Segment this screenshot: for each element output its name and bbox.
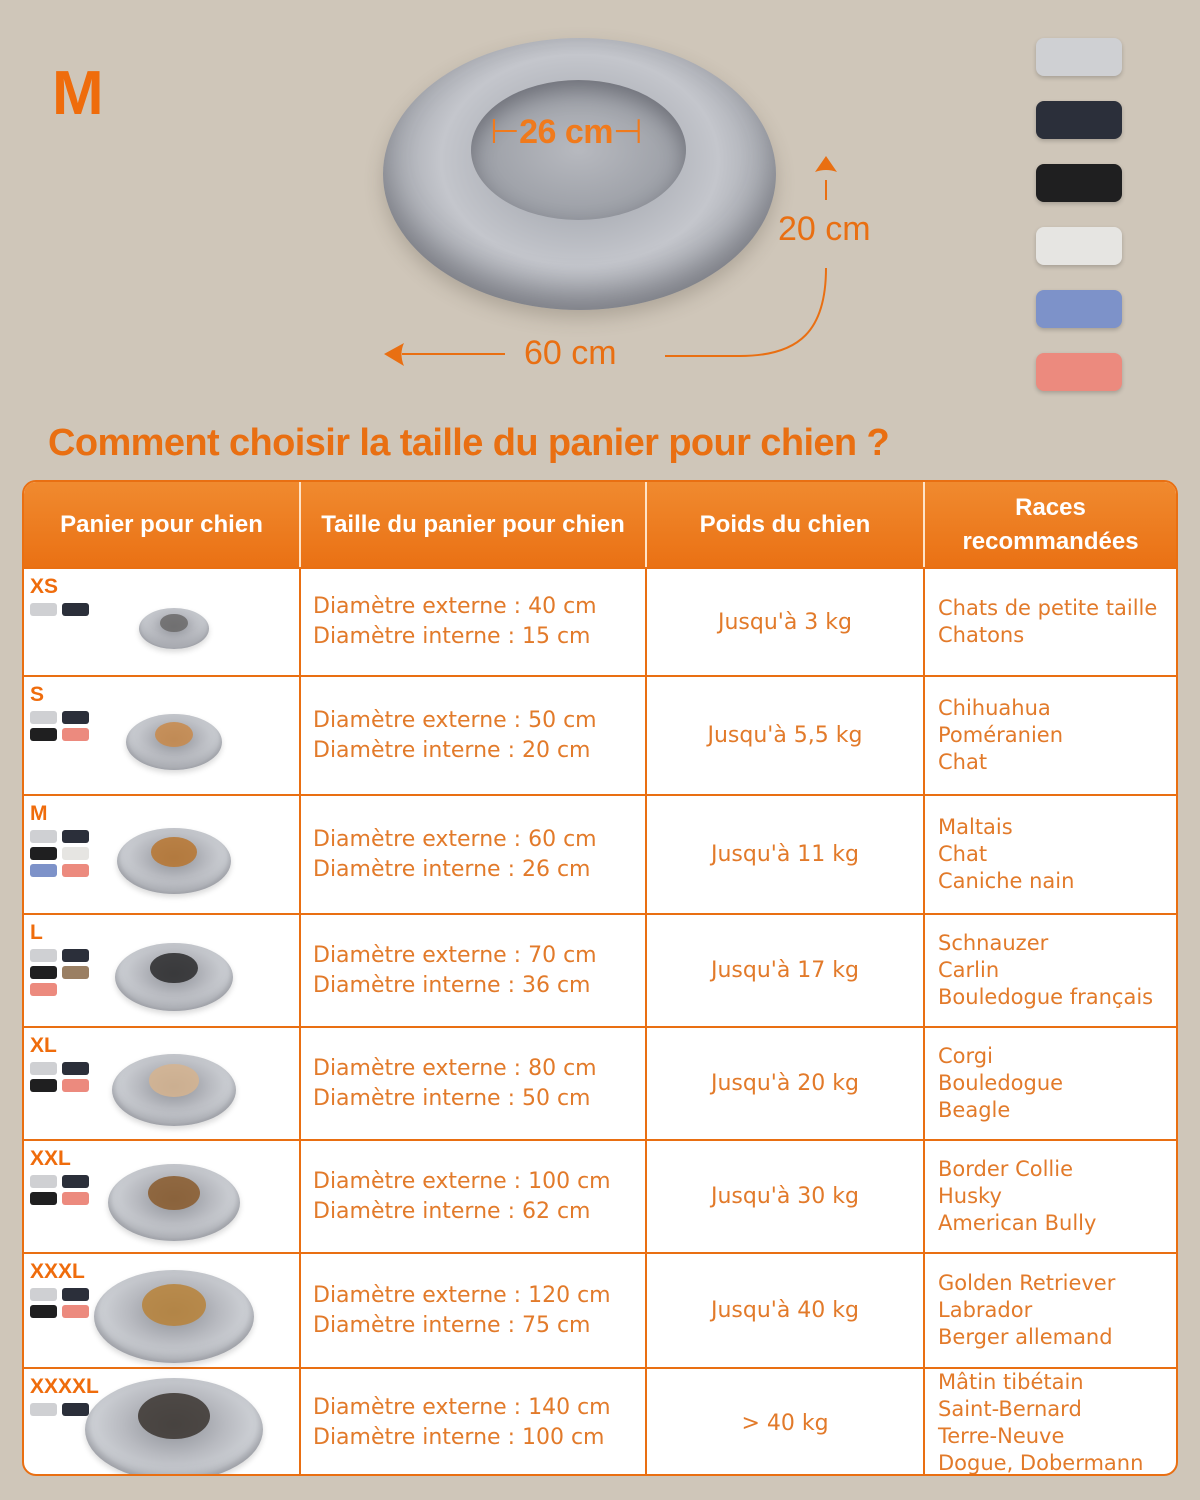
pet-icon (148, 1176, 201, 1211)
mini-swatches (30, 1062, 92, 1092)
breed-item: Berger allemand (938, 1325, 1113, 1349)
weight-cell (647, 1254, 925, 1367)
bed-thumbnail (108, 1164, 240, 1241)
size-label: XL (30, 1034, 57, 1057)
bed-cell (24, 569, 301, 675)
breed-item: Terre-Neuve (938, 1424, 1065, 1448)
mini-color-swatch (62, 728, 89, 741)
breeds-cell (925, 796, 1176, 913)
weight-cell (647, 915, 925, 1026)
table-row (24, 1367, 1176, 1476)
section-heading: Comment choisir la taille du panier pour chien ? (48, 422, 890, 464)
inner-diameter: Diamètre interne : 20 cm (313, 737, 591, 763)
dimension-bar-icon: ⊢ (490, 113, 520, 151)
breed-item: Mâtin tibétain (938, 1370, 1084, 1394)
table-row (24, 794, 1176, 913)
outer-diameter: Diamètre externe : 40 cm (313, 594, 597, 619)
size-cell (301, 569, 647, 675)
color-swatch[interactable] (1036, 101, 1122, 139)
weight-value: > 40 kg (741, 1410, 829, 1436)
breed-item: Poméranien (938, 723, 1064, 747)
weight-cell (647, 1369, 925, 1476)
mini-swatches (30, 830, 92, 877)
mini-color-swatch (30, 1192, 57, 1205)
breed-item: Chatons (938, 623, 1025, 647)
size-cell (301, 1254, 647, 1367)
bed-cell (24, 1369, 301, 1476)
bed-thumbnail (85, 1378, 263, 1477)
size-table (22, 480, 1178, 1476)
inner-diameter-value: 26 cm (519, 113, 614, 151)
breed-item: Chihuahua (938, 696, 1051, 720)
arrow-left-icon (384, 343, 404, 366)
mini-color-swatch (30, 830, 57, 843)
table-header (24, 482, 1176, 567)
outer-diameter: Diamètre externe : 60 cm (313, 826, 597, 852)
breed-item: Caniche nain (938, 869, 1075, 893)
pet-icon (160, 614, 188, 632)
outer-diameter: Diamètre externe : 120 cm (313, 1282, 611, 1308)
pet-icon (138, 1393, 209, 1439)
breed-item: Golden Retriever (938, 1271, 1116, 1295)
header-breeds (925, 482, 1176, 567)
header-breeds-label: Races recommandées (962, 493, 1139, 555)
mini-color-swatch (30, 1288, 57, 1301)
mini-color-swatch (62, 949, 89, 962)
weight-cell (647, 677, 925, 794)
weight-value: Jusqu'à 5,5 kg (707, 723, 863, 748)
weight-cell (647, 1141, 925, 1252)
mini-color-swatch (62, 711, 89, 724)
breeds-cell (925, 1369, 1176, 1476)
size-cell (301, 1141, 647, 1252)
bed-cell (24, 796, 301, 913)
pet-icon (150, 953, 197, 984)
breed-item: Bouledogue français (938, 985, 1154, 1009)
breed-item: Dogue, Dobermann (938, 1451, 1144, 1475)
pet-icon (142, 1284, 206, 1326)
product-hero (0, 0, 1200, 410)
table-row (24, 675, 1176, 794)
breed-item: Labrador (938, 1298, 1033, 1322)
breed-item: Chat (938, 842, 988, 866)
inner-diameter: Diamètre interne : 62 cm (313, 1198, 591, 1224)
mini-color-swatch (30, 1403, 57, 1416)
breed-item: Carlin (938, 958, 1000, 982)
mini-color-swatch (30, 966, 57, 979)
inner-diameter: Diamètre interne : 50 cm (313, 1085, 591, 1111)
bed-thumbnail (117, 828, 231, 894)
breed-item: Chats de petite taille (938, 596, 1158, 620)
inner-diameter: Diamètre interne : 100 cm (313, 1425, 605, 1450)
color-swatch[interactable] (1036, 227, 1122, 265)
size-cell (301, 915, 647, 1026)
breeds-cell (925, 1141, 1176, 1252)
weight-cell (647, 1028, 925, 1139)
bed-cell (24, 915, 301, 1026)
dimension-bar-icon: ⊣ (613, 113, 643, 151)
color-swatch[interactable] (1036, 290, 1122, 328)
height-label: 20 cm (778, 210, 871, 248)
breed-item: Beagle (938, 1098, 1011, 1122)
inner-diameter: Diamètre interne : 75 cm (313, 1312, 591, 1338)
mini-color-swatch (62, 1403, 89, 1416)
breed-item: Schnauzer (938, 931, 1049, 955)
mini-color-swatch (30, 1175, 57, 1188)
breeds-cell (925, 1254, 1176, 1367)
mini-color-swatch (62, 1288, 89, 1301)
mini-color-swatch (30, 1079, 57, 1092)
inner-diameter: Diamètre interne : 26 cm (313, 856, 591, 882)
size-label: S (30, 683, 45, 706)
mini-color-swatch (30, 1305, 57, 1318)
mini-color-swatch (62, 1192, 89, 1205)
mini-color-swatch (30, 949, 57, 962)
mini-color-swatch (30, 864, 57, 877)
mini-color-swatch (62, 847, 89, 860)
weight-value: Jusqu'à 20 kg (710, 1071, 860, 1096)
mini-color-swatch (30, 847, 57, 860)
mini-swatches (30, 949, 92, 996)
header-size: Taille du panier pour chien (301, 482, 647, 567)
breeds-cell (925, 677, 1176, 794)
mini-color-swatch (30, 1062, 57, 1075)
size-label: XXXXL (30, 1375, 99, 1398)
color-swatch[interactable] (1036, 164, 1122, 202)
weight-value: Jusqu'à 11 kg (710, 842, 860, 867)
mini-swatches (30, 1288, 92, 1318)
mini-color-swatch (62, 1305, 89, 1318)
outer-diameter: Diamètre externe : 70 cm (313, 942, 597, 968)
outer-diameter: Diamètre externe : 50 cm (313, 707, 597, 733)
table-row (24, 1139, 1176, 1252)
bed-cell (24, 1254, 301, 1367)
table-row (24, 1252, 1176, 1367)
arrow-up-icon (815, 156, 837, 172)
breeds-cell (925, 569, 1176, 675)
size-letter: M (52, 59, 104, 128)
outer-diameter-label: 60 cm (524, 334, 617, 372)
weight-value: Jusqu'à 17 kg (710, 958, 860, 983)
header-bed: Panier pour chien (24, 482, 301, 567)
mini-swatches (30, 711, 92, 741)
color-swatch[interactable] (1036, 38, 1122, 76)
bed-thumbnail (94, 1270, 254, 1363)
breed-item: Maltais (938, 815, 1013, 839)
mini-color-swatch (30, 728, 57, 741)
mini-color-swatch (30, 711, 57, 724)
mini-color-swatch (30, 983, 57, 996)
breed-item: Saint-Bernard (938, 1397, 1082, 1421)
bed-thumbnail (139, 608, 209, 649)
mini-color-swatch (62, 603, 89, 616)
weight-value: Jusqu'à 40 kg (710, 1298, 860, 1323)
mini-color-swatch (62, 864, 89, 877)
bed-thumbnail (112, 1054, 236, 1126)
mini-color-swatch (62, 966, 89, 979)
pet-icon (151, 837, 197, 867)
size-cell (301, 796, 647, 913)
bed-cell (24, 1141, 301, 1252)
weight-value: Jusqu'à 3 kg (717, 609, 853, 635)
size-label: XXL (30, 1147, 71, 1170)
size-label: M (30, 802, 48, 825)
mini-swatches (30, 1175, 92, 1205)
bed-thumbnail (126, 714, 222, 770)
bed-thumbnail (115, 943, 233, 1011)
mini-color-swatch (62, 1062, 89, 1075)
bed-cell (24, 677, 301, 794)
size-cell (301, 1369, 647, 1476)
weight-cell (647, 569, 925, 675)
mini-color-swatch (30, 603, 57, 616)
header-weight: Poids du chien (647, 482, 925, 567)
pet-icon (155, 722, 193, 747)
breed-item: Corgi (938, 1044, 993, 1068)
breed-item: American Bully (938, 1211, 1097, 1235)
outer-diameter: Diamètre externe : 100 cm (313, 1168, 611, 1194)
pet-icon (149, 1064, 199, 1096)
mini-color-swatch (62, 1175, 89, 1188)
bed-cell (24, 1028, 301, 1139)
table-row (24, 913, 1176, 1026)
inner-diameter: Diamètre interne : 15 cm (313, 624, 591, 649)
inner-diameter: Diamètre interne : 36 cm (313, 972, 591, 998)
mini-color-swatch (62, 830, 89, 843)
mini-swatches (30, 603, 92, 616)
table-row (24, 567, 1176, 675)
weight-value: Jusqu'à 30 kg (710, 1184, 860, 1209)
size-label: L (30, 921, 43, 944)
weight-cell (647, 796, 925, 913)
breed-item: Bouledogue (938, 1071, 1064, 1095)
size-label: XXXL (30, 1260, 85, 1283)
outer-diameter: Diamètre externe : 80 cm (313, 1055, 597, 1081)
mini-color-swatch (62, 1079, 89, 1092)
table-row (24, 1026, 1176, 1139)
size-label: XS (30, 575, 59, 598)
breed-item: Husky (938, 1184, 1002, 1208)
size-cell (301, 677, 647, 794)
mini-swatches (30, 1403, 92, 1416)
breeds-cell (925, 1028, 1176, 1139)
breed-item: Chat (938, 750, 988, 774)
breeds-cell (925, 915, 1176, 1026)
size-cell (301, 1028, 647, 1139)
color-swatch[interactable] (1036, 353, 1122, 391)
outer-diameter: Diamètre externe : 140 cm (313, 1395, 611, 1420)
color-swatches (1036, 38, 1124, 416)
breed-item: Border Collie (938, 1157, 1074, 1181)
